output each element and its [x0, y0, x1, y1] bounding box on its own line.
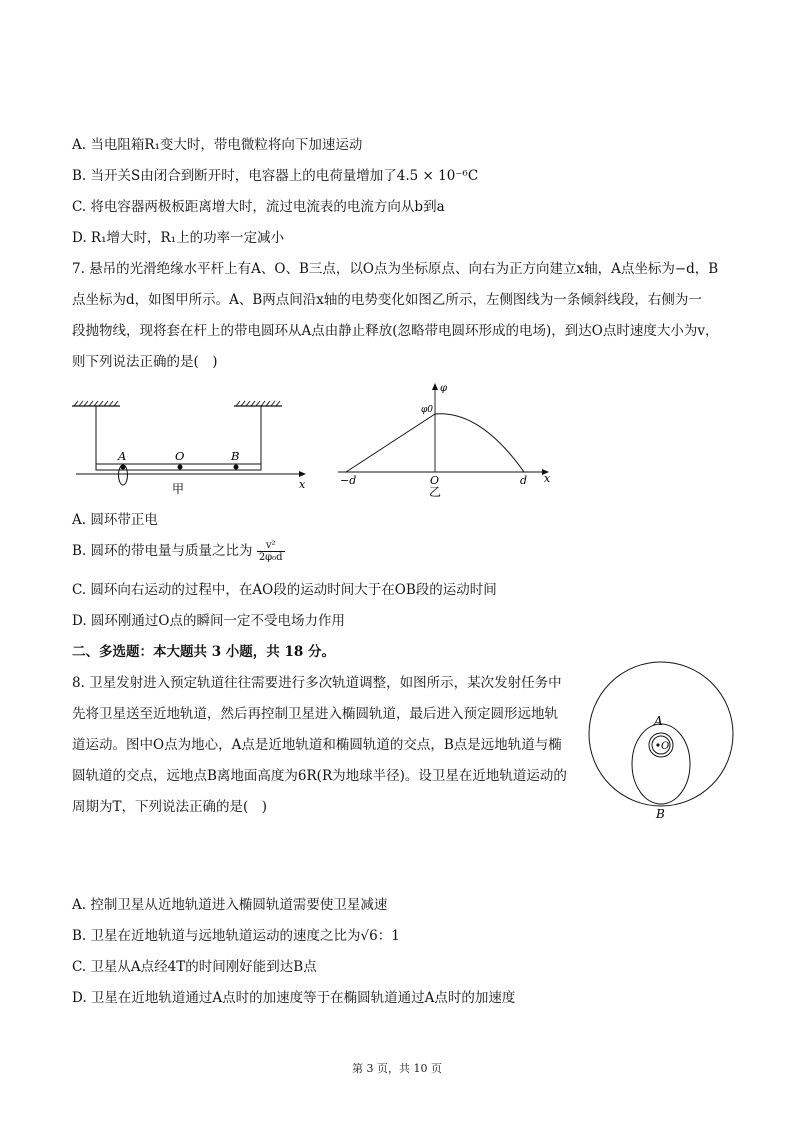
q7-option-b — [72, 540, 285, 563]
yi-label-origin: O — [430, 474, 440, 487]
yi-label-d: d — [520, 474, 528, 487]
q6-option-a: A. 当电阻箱R₁变大时，带电微粒将向下加速运动 — [72, 137, 363, 153]
q7-option-a: A. 圆环带正电 — [72, 512, 158, 528]
q8-option-a: A. 控制卫星从近地轨道进入椭圆轨道需要使卫星减速 — [72, 897, 388, 913]
jia-label-a: A — [118, 449, 127, 463]
q6-option-c: C. 将电容器两极板距离增大时，流过电流表的电流方向从b到a — [72, 199, 445, 215]
q7-stem-line-3: 段抛物线，现将套在杆上的带电圆环从A点由静止释放(忽略带电圆环形成的电场)，到达O点时速度大小为v， — [72, 323, 719, 339]
fraction-denominator: 2φ₀d — [258, 552, 283, 563]
q7-figure-jia — [66, 398, 316, 498]
q8-orbit-figure — [588, 654, 734, 824]
q7-option-b-fraction — [257, 540, 285, 563]
q7-option-b-prefix: B. 圆环的带电量与质量之比为 — [72, 543, 253, 559]
orbit-label-o: O — [661, 741, 670, 752]
yi-axis-phi: φ — [440, 383, 448, 394]
orbit-label-a: A — [654, 714, 663, 728]
jia-label-b: B — [231, 449, 240, 463]
yi-label-phi0: φ0 — [421, 405, 434, 415]
q8-option-b: B. 卫星在近地轨道与远地轨道运动的速度之比为√6：1 — [72, 928, 400, 944]
yi-label-neg-d: −d — [340, 474, 357, 487]
q8-option-c: C. 卫星从A点经4T的时间刚好能到达B点 — [72, 959, 317, 975]
q8-stem-line-5: 周期为T，下列说法正确的是( ) — [72, 799, 268, 815]
q7-figure-yi — [330, 378, 570, 500]
q6-option-b: B. 当开关S由闭合到断开时，电容器上的电荷量增加了4.5 × 10⁻⁶C — [72, 168, 479, 184]
yi-caption: 乙 — [429, 485, 442, 499]
q8-stem-line-1: 8. 卫星发射进入预定轨道往往需要进行多次轨道调整，如图所示，某次发射任务中 — [72, 675, 562, 691]
q8-stem-line-4: 圆轨道的交点，远地点B离地面高度为6R(R为地球半径)。设卫星在近地轨道运动的 — [72, 768, 567, 784]
q7-option-c: C. 圆环向右运动的过程中，在AO段的运动时间大于在OB段的运动时间 — [72, 582, 497, 598]
q8-option-d: D. 卫星在近地轨道通过A点时的加速度等于在椭圆轨道通过A点时的加速度 — [72, 990, 516, 1006]
q7-option-d: D. 圆环刚通过O点的瞬间一定不受电场力作用 — [72, 613, 345, 629]
q6-option-d: D. R₁增大时，R₁上的功率一定减小 — [72, 230, 285, 246]
q7-stem-line-2: 点坐标为d，如图甲所示。A、B两点间沿x轴的电势变化如图乙所示，左侧图线为一条倾斜线段，右侧为一 — [72, 292, 702, 308]
orbit-label-b: B — [656, 807, 665, 821]
page-number-footer: 第 3 页，共 10 页 — [352, 1062, 442, 1075]
q7-stem-line-1: 7. 悬吊的光滑绝缘水平杆上有A、O、B三点，以O点为坐标原点、向右为正方向建立x轴，A点坐标为−d，B — [72, 261, 719, 277]
q8-stem-line-2: 先将卫星送至近地轨道，然后再控制卫星进入椭圆轨道，最后进入预定圆形远地轨 — [72, 706, 558, 722]
q8-stem-line-3: 道运动。图中O点为地心，A点是近地轨道和椭圆轨道的交点，B点是远地轨道与椭 — [72, 737, 562, 753]
section-heading-multi-choice: 二、多选题：本大题共 3 小题，共 18 分。 — [72, 644, 335, 660]
q7-stem-line-4: 则下列说法正确的是( ) — [72, 354, 218, 370]
jia-caption: 甲 — [172, 482, 185, 496]
fraction-numerator: v² — [257, 540, 285, 552]
jia-label-o: O — [175, 449, 185, 463]
jia-axis-x: x — [299, 478, 306, 491]
yi-axis-x: x — [544, 472, 551, 485]
